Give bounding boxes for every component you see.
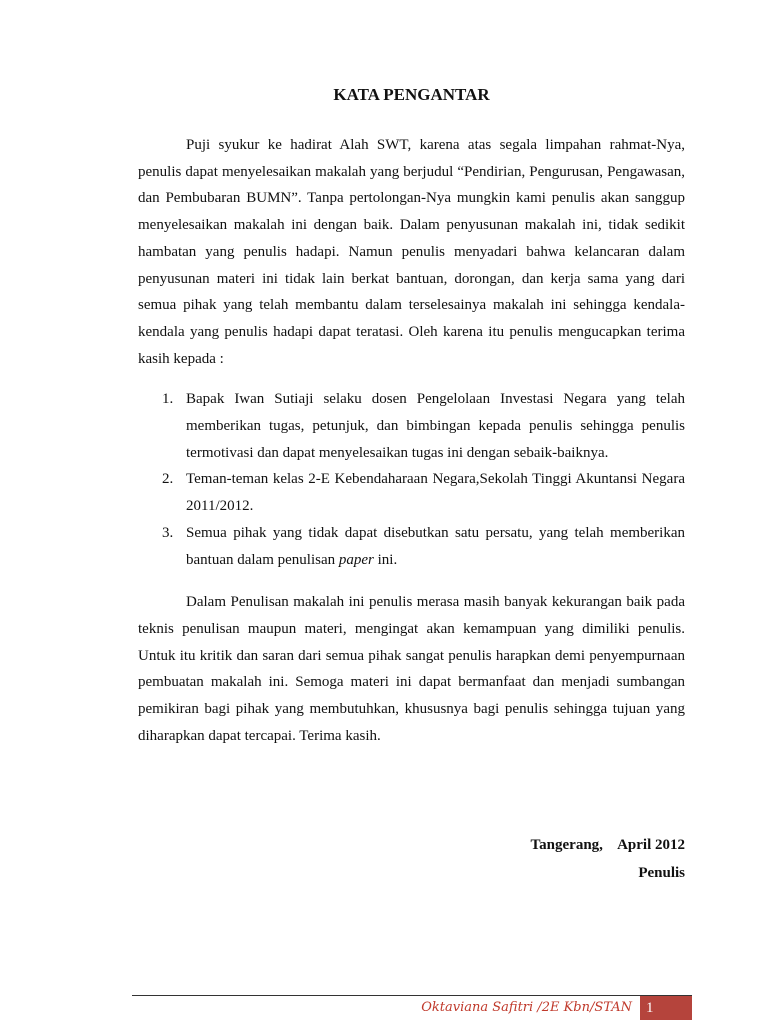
opening-paragraph: Puji syukur ke hadirat Alah SWT, karena atas segala limpahan rahmat-Nya, penulis dapat menyelesaikan makalah yang berjudul “Pendirian, Pengurusan, Pengawasan, dan Pembubaran BUMN”. Tanpa pertolongan-Nya mungkin kami penulis akan sanggup menyelesaikan makalah ini dengan baik. Dalam penyusunan makalah ini, tidak sedikit hambatan yang penulis hadapi. Namun penulis menyadari bahwa kelancaran dalam penyusunan materi ini tidak lain berkat bantuan, dorongan, dan kerja sama yang dari semua pihak yang telah membantu dalam terselesainya makalah ini sehingga kendala-kendala yang penulis hadapi dapat teratasi. Oleh karena itu penulis mengucapkan terima kasih kepada : (138, 137, 685, 367)
signature-block (531, 831, 685, 887)
footer-author-line: Oktaviana Safitri /2E Kbn/STAN (421, 1000, 632, 1015)
closing-paragraph: Dalam Penulisan makalah ini penulis merasa masih banyak kekurangan baik pada teknis penulisan maupun materi, mengingat akan kemampuan yang dimiliki penulis. Untuk itu kritik dan saran dari semua pihak sangat penulis harapkan demi penyempurnaan pembuatan makalah ini. Semoga materi ini dapat bermanfaat dan menjadi sumbangan pemikiran bagi pihak yang membutuhkan, khususnya bagi penulis sehingga tujuan yang diharapkan dapat tercapai. Terima kasih. (138, 594, 685, 744)
list-item (138, 466, 685, 519)
list-item-number: 1. (162, 391, 174, 408)
signature-place-date: Tangerang, April 2012 (530, 837, 685, 853)
list-item (138, 386, 685, 466)
page-number-badge: 1 (640, 996, 692, 1020)
list-item-number: 2. (162, 471, 174, 488)
list-item (138, 520, 685, 573)
list-item-text-after: ini. (373, 551, 398, 568)
list-item-text: Bapak Iwan Sutiaji selaku dosen Pengelolaan Investasi Negara yang telah memberikan tugas, petunjuk, dan bimbingan kepada penulis sehingga penulis termotivasi dan dapat menyelesaikan tugas ini dengan sebaik-baiknya. (186, 391, 685, 461)
footer-divider (132, 995, 692, 996)
page-title: KATA PENGANTAR (333, 85, 490, 104)
acknowledgement-list (138, 386, 685, 573)
signature-signer: Penulis (638, 865, 685, 881)
list-item-emphasis: paper (338, 551, 374, 568)
list-item-number: 3. (162, 524, 174, 541)
list-item-text: Teman-teman kelas 2-E Kebendaharaan Negara,Sekolah Tinggi Akuntansi Negara 2011/2012. (186, 471, 685, 515)
document-body (138, 80, 685, 749)
list-item-text-before: Semua pihak yang tidak dapat disebutkan satu persatu, yang telah memberikan bantuan dalam penulisan (186, 524, 685, 568)
